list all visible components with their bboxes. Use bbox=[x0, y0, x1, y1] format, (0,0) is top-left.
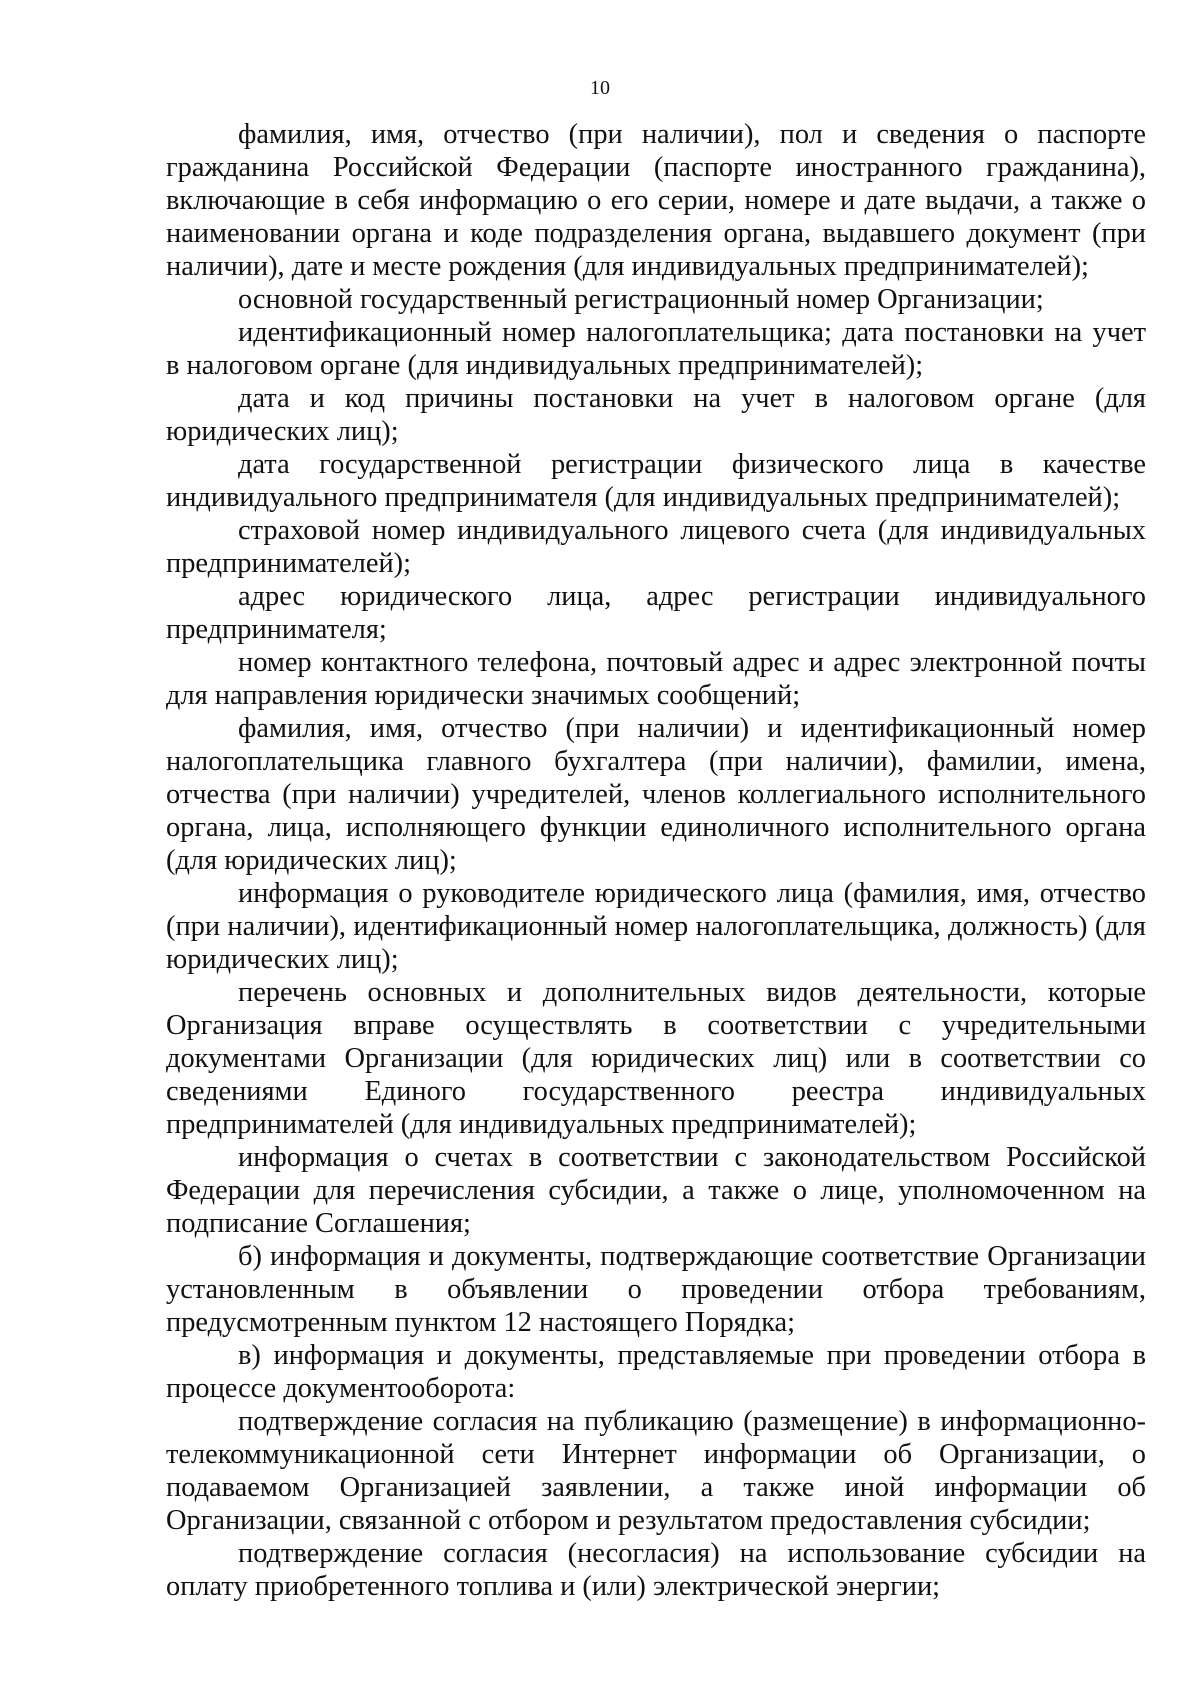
paragraph-personal-data: фамилия, имя, отчество (при наличии), пол и сведения о паспорте гражданина Российской Федерации (паспорте иностранного гражданина), включающие в себя информацию о его серии, номере и дате выдачи, а также о наименовании органа и коде подразделения органа, выдавшего документ (при наличии), дате и месте рождения (для индивидуальных предпринимателей); bbox=[166, 119, 1146, 282]
paragraph-head-info: информация о руководителе юридического лица (фамилия, имя, отчество (при наличии), идентификационный номер налогоплательщика, должность) (для юридических лиц); bbox=[166, 878, 1146, 975]
paragraph-contacts: номер контактного телефона, почтовый адрес и адрес электронной почты для направления юридически значимых сообщений; bbox=[166, 647, 1146, 711]
paragraph-accounts: информация о счетах в соответствии с законодательством Российской Федерации для перечисления субсидии, а также о лице, уполномоченном на подписание Соглашения; bbox=[166, 1142, 1146, 1239]
paragraph-kpp: дата и код причины постановки на учет в налоговом органе (для юридических лиц); bbox=[166, 383, 1146, 447]
paragraph-consent-publication: подтверждение согласия на публикацию (размещение) в информационно-телекоммуникационной сети Интернет информации об Организации, о подаваемом Организацией заявлении, а также иной информации об Организации, связанной с отбором и результатом предоставления субсидии; bbox=[166, 1406, 1146, 1536]
document-body bbox=[166, 118, 1146, 1603]
paragraph-item-b: б) информация и документы, подтверждающие соответствие Организации установленным в объявлении о проведении отбора требованиям, предусмотренным пунктом 12 настоящего Порядка; bbox=[166, 1241, 1146, 1338]
paragraph-accountant-founders: фамилия, имя, отчество (при наличии) и идентификационный номер налогоплательщика главного бухгалтера (при наличии), фамилии, имена, отчества (при наличии) учредителей, членов коллегиального исполнительного органа, лица, исполняющего функции единоличного исполнительного органа (для юридических лиц); bbox=[166, 713, 1146, 876]
paragraph-ogrn: основной государственный регистрационный номер Организации; bbox=[238, 284, 1044, 315]
page-number: 10 bbox=[590, 77, 610, 99]
paragraph-inn: идентификационный номер налогоплательщика; дата постановки на учет в налоговом органе (для индивидуальных предпринимателей); bbox=[166, 317, 1146, 381]
paragraph-snils: страховой номер индивидуального лицевого счета (для индивидуальных предпринимателей); bbox=[166, 515, 1146, 579]
paragraph-consent-subsidy-use: подтверждение согласия (несогласия) на использование субсидии на оплату приобретенного топлива и (или) электрической энергии; bbox=[166, 1538, 1146, 1602]
paragraph-registration-date: дата государственной регистрации физического лица в качестве индивидуального предпринимателя (для индивидуальных предпринимателей); bbox=[166, 449, 1146, 513]
paragraph-item-v: в) информация и документы, представляемые при проведении отбора в процессе документооборота: bbox=[166, 1340, 1146, 1404]
paragraph-activities: перечень основных и дополнительных видов деятельности, которые Организация вправе осуществлять в соответствии с учредительными документами Организации (для юридических лиц) или в соответствии со сведениями Единого государственного реестра индивидуальных предпринимателей (для индивидуальных предпринимателей); bbox=[166, 977, 1146, 1140]
paragraph-address: адрес юридического лица, адрес регистрации индивидуального предпринимателя; bbox=[166, 581, 1146, 645]
